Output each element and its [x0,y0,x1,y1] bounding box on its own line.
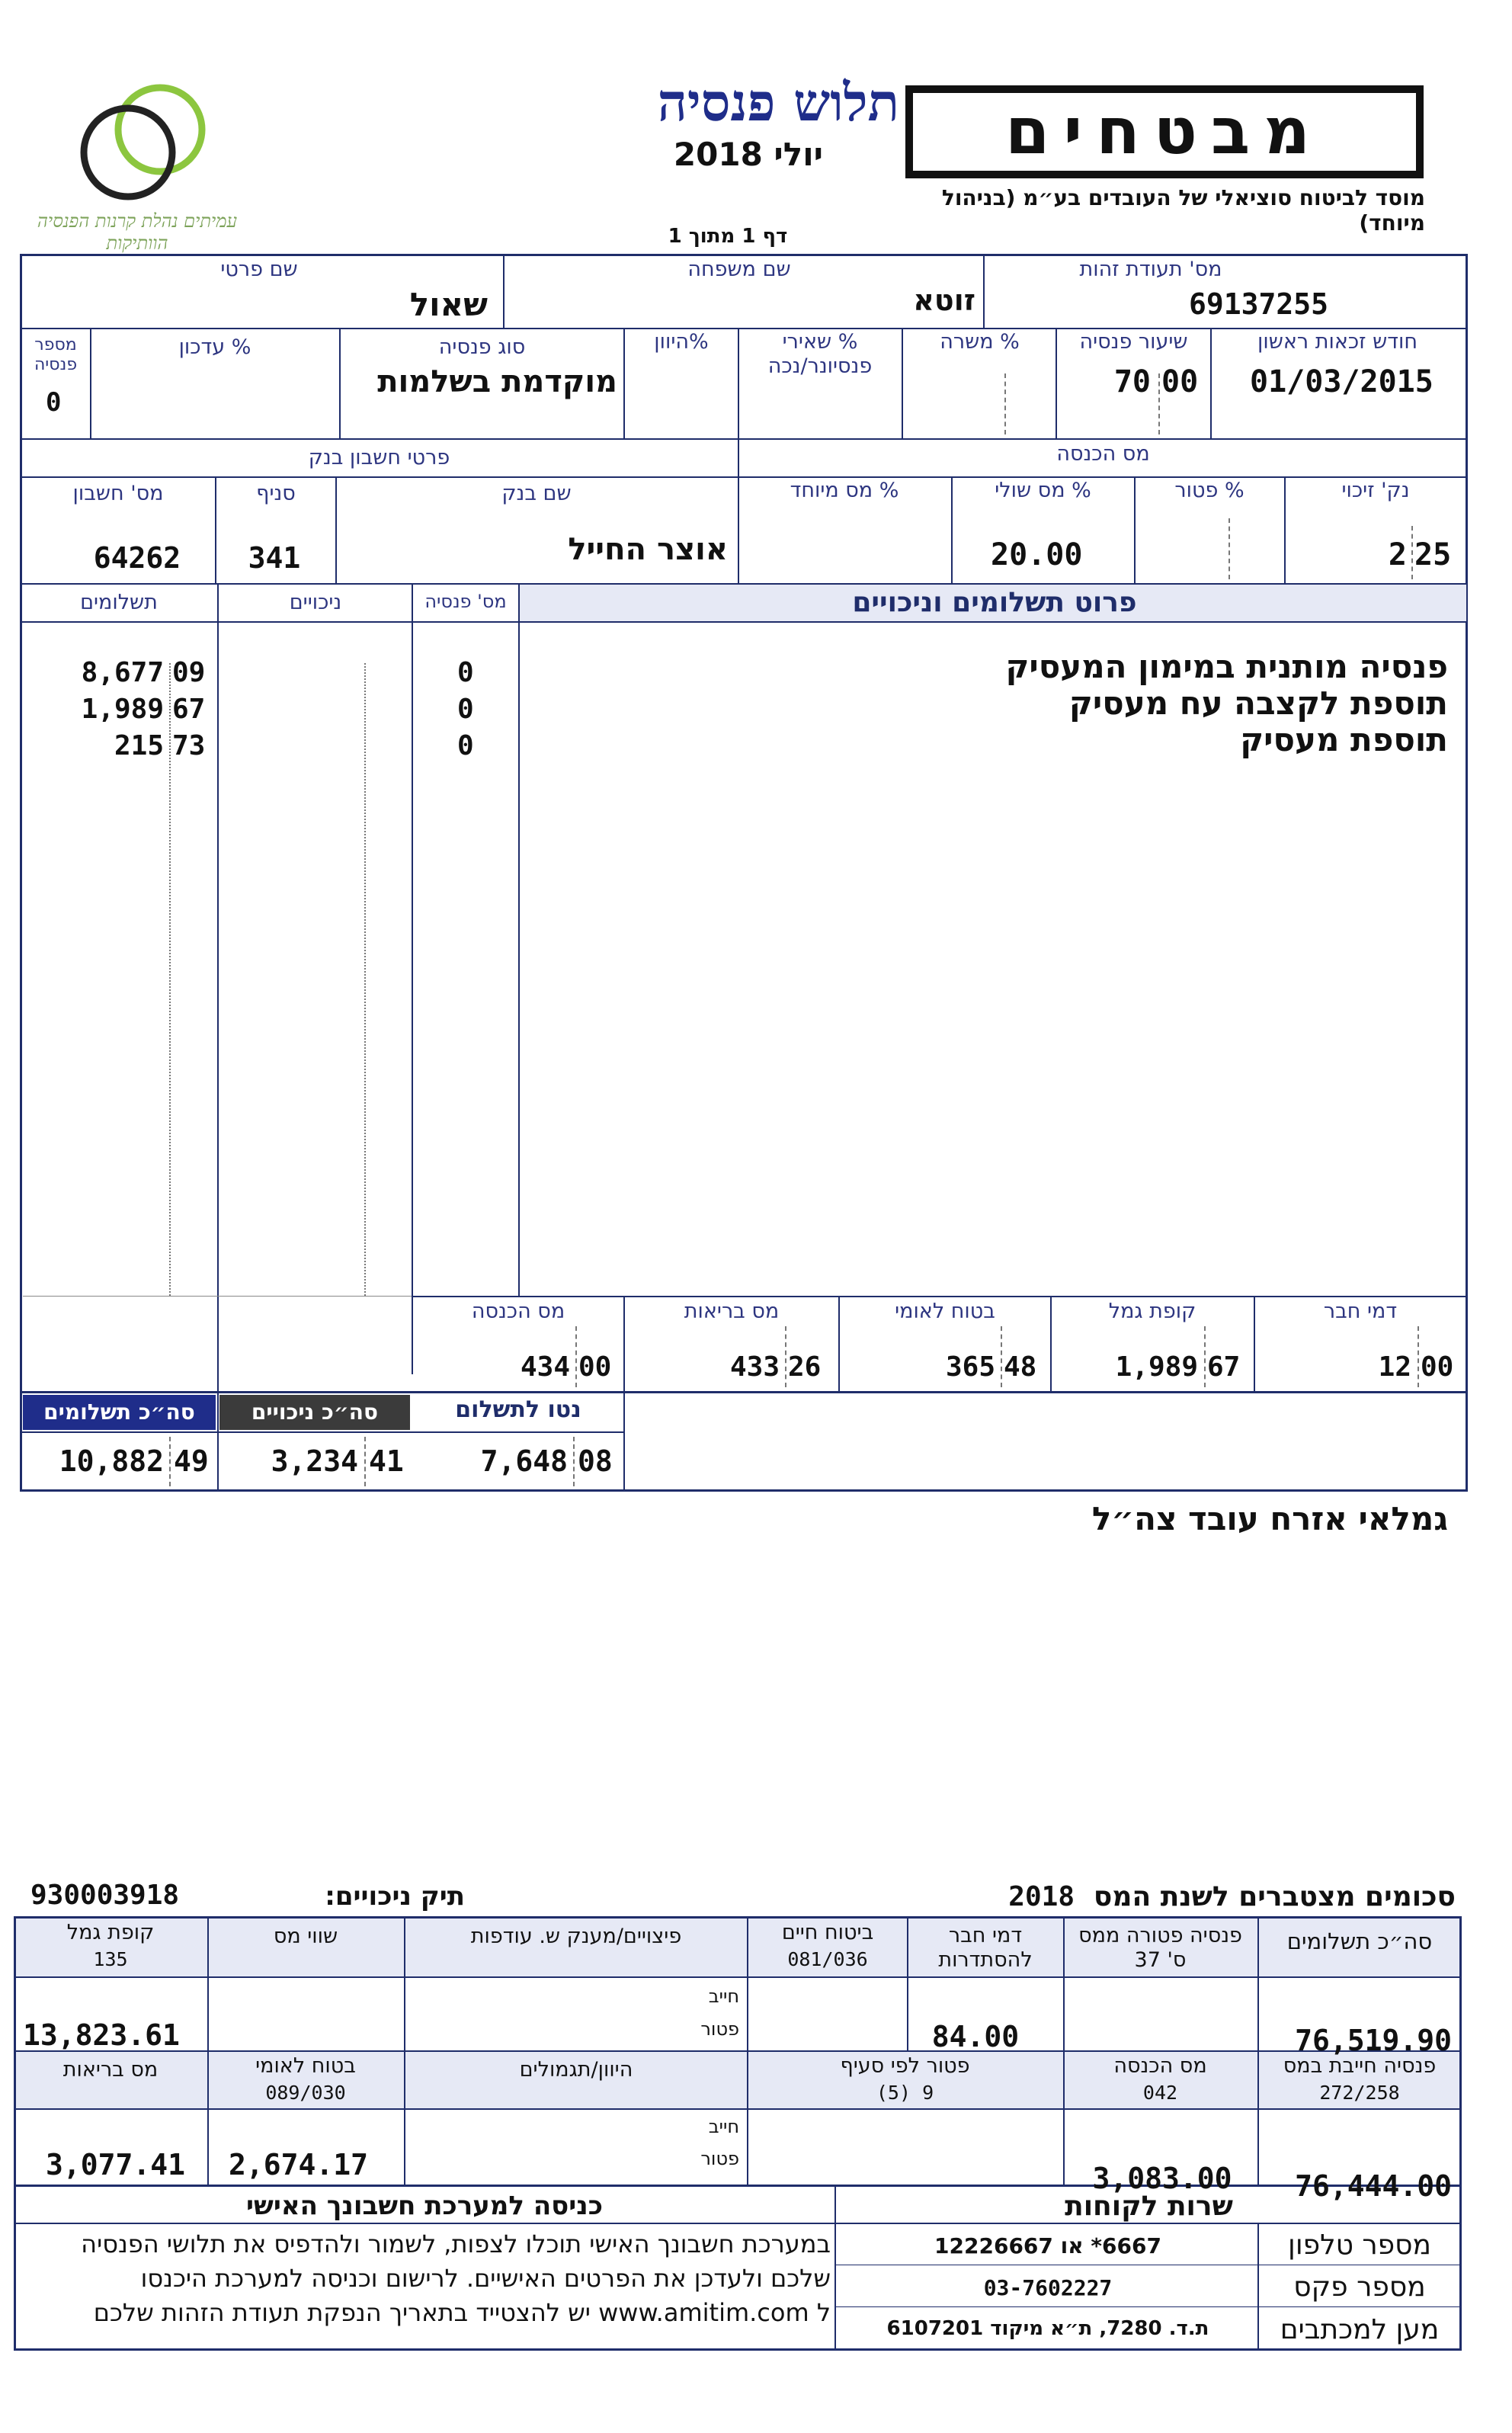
special-tax-label: % מס מיוחד [790,479,899,502]
phone-value: 6667* או 12226667 [934,2233,1161,2258]
national-insurance-dec: 48 [1004,1351,1037,1383]
account-label: מס' חשבון [72,482,164,505]
position-label: % משרה [940,330,1020,354]
annual-severance-exempt-label: פטור [700,2018,739,2040]
annual-life-ins-label: ביטוח חיים [781,1921,874,1944]
member-fee-int: 12 [1378,1351,1411,1383]
total-payments-int: 10,882 [59,1444,164,1478]
detail-row-3-desc: תוספת מעסיק [1240,721,1448,758]
annual-income-tax-label: מס הכנסה [1113,2054,1207,2078]
update-label: % עדכון [178,335,251,359]
annual-tax-value-label: שווי מס [273,1925,338,1948]
annual-income-tax-code: 042 [1142,2082,1178,2104]
management-logo [69,76,221,206]
detail-row-1-pay-dec: 09 [172,657,206,688]
pension-type-label: סוג פנסיה [438,335,526,359]
portal-line-2: שלכם ולעדכן את הפרטים האישיים. לרישום וכניסה למערכת היכנסו [140,2264,831,2293]
annual-year: 2018 [1008,1881,1075,1912]
income-tax-dec: 00 [578,1351,612,1383]
branch-value: 341 [248,541,301,575]
detail-row-3-pay-dec: 73 [172,730,206,761]
member-fee-label: דמי חבר [1323,1300,1398,1323]
deduction-file-value: 930003918 [30,1880,180,1911]
details-pension-no-label: מס' פנסיה [424,591,507,612]
annual-total-payments-value: 76,519.90 [1295,2024,1452,2057]
phone-label: מספר טלפון [1288,2229,1431,2261]
id-label: מס' תעודת זהות [1079,258,1222,281]
bank-name-value: אוצר החייל [568,532,728,567]
tax-section-label: מס הכנסה [1056,442,1150,466]
annual-section-exempt-code: (5) 9 [876,2082,934,2104]
annual-taxable-pension-code: 272/258 [1319,2082,1400,2104]
org-logo [905,85,1424,178]
member-fee-dec: 00 [1421,1351,1454,1383]
org-logo-text: מבטחים [1005,94,1324,168]
annual-taxable-pension-label: פנסיה חייבת במס [1283,2054,1437,2078]
fax-label: מספר פקס [1293,2271,1426,2303]
first-name-label: שם פרטי [220,258,298,281]
first-name-value: שאול [409,286,488,323]
net-pay-label: נטו לתשלום [455,1396,581,1423]
provident-fund-int: 1,989 [1115,1351,1198,1383]
survivor-label: % שאירי פנסיונר/נכה [767,330,873,378]
last-name-value: זוטא [913,284,975,317]
footer-note: גמלאי אזרח עובד צה״ל [1091,1500,1448,1537]
pension-type-value: מוקדמת בשלמות [377,364,617,399]
bank-section-label: פרטי חשבון בנק [308,446,450,470]
total-deductions-label: סה״כ ניכויים [219,1395,410,1430]
annual-severance-label: פיצויים/מענק ש. עודפות [470,1925,682,1948]
annual-provident-code: 135 [93,1948,128,1970]
portal-line-3: ל www.amitim.com יש להצטייד בתאריך הנפקת תעודת הזהות שלכם [93,2298,831,2327]
detail-row-3-pay-int: 215 [114,730,164,761]
health-tax-label: מס בריאות [684,1300,780,1323]
start-month-label: חודש זכאות ראשון [1257,330,1418,354]
annual-section-exempt-label: פטור לפי סעיף [840,2054,970,2078]
detail-row-2-pay-int: 1,989 [81,694,164,725]
health-tax-dec: 26 [788,1351,822,1383]
annual-total-payments-label: סה״כ תשלומים [1286,1928,1433,1954]
start-month-value: 01/03/2015 [1250,364,1434,399]
annual-national-ins-value: 2,674.17 [229,2148,369,2181]
annual-linkage-label: היוון/תגמולים [519,2058,633,2082]
rate-dec: 00 [1161,364,1199,399]
annual-income-tax-value: 3,083.00 [1092,2162,1232,2195]
detail-row-1-no: 0 [457,657,474,688]
detail-row-2-pay-dec: 67 [172,694,206,725]
rate-int: 70 [1113,364,1151,399]
org-subtitle: מוסד לביטוח סוציאלי של העובדים בע״מ (בניהול מיוחד) [941,185,1425,236]
annual-taxable-pension-value: 76,444.00 [1295,2169,1452,2203]
detail-row-1-desc: פנסיה מותנית במימון המעסיק [1005,648,1448,685]
rate-label: שיעור פנסיה [1079,330,1188,354]
total-payments-dec: 49 [174,1444,209,1478]
provident-fund-label: קופת גמל [1108,1300,1196,1323]
id-value: 69137255 [1189,287,1329,321]
annual-linkage-liable-label: חייב [708,2116,739,2137]
detail-row-1-pay-int: 8,677 [81,657,164,688]
income-tax-label: מס הכנסה [471,1300,565,1323]
detail-row-2-no: 0 [457,694,474,725]
credit-points-label: נק' זיכוי [1341,479,1410,502]
bank-name-label: שם בנק [501,482,572,505]
slip-period: יולי 2018 [673,136,823,173]
annual-title: סכומים מצטברים לשנת המס [1093,1881,1456,1912]
annual-severance-liable-label: חייב [708,1986,739,2007]
annual-health-tax-label: מס בריאות [62,2058,159,2082]
annual-member-fee-value: 84.00 [931,2020,1020,2053]
annual-member-fee-label: דמי חבר להסתדרות [938,1924,1033,1972]
detail-row-3-no: 0 [457,730,474,761]
address-value: ת.ד. 7280, ת״א מיקוד 6107201 [886,2317,1209,2340]
national-insurance-label: בטוח לאומי [895,1300,995,1323]
annual-national-ins-code: 089/030 [265,2082,346,2104]
annual-life-ins-code: 081/036 [787,1948,868,1970]
service-title: שרות לקוחות [1065,2191,1233,2222]
address-label: מען למכתבים [1280,2314,1440,2345]
detail-row-2-desc: תוספת לקצבה עח מעסיק [1068,684,1448,722]
branch-label: סניף [256,482,296,505]
health-tax-int: 433 [729,1351,780,1383]
slip-title: תלוש פנסיה [657,72,899,133]
pension-no-value: 0 [46,387,62,418]
marginal-tax-value: 20.00 [991,537,1083,572]
credit-points-int: 2 [1388,537,1407,572]
pension-no-label: מספר פנסיה [34,335,78,374]
details-deductions-label: ניכויים [289,591,342,614]
linkage-label: %היוון [654,330,709,354]
annual-health-tax-value: 3,077.41 [46,2148,186,2181]
total-payments-label: סה״כ תשלומים [23,1395,216,1430]
management-caption: עמיתים נהלת קרנות הפנסיה הוותיקות [37,210,238,254]
portal-title: כניסה למערכת חשבונך האישי [246,2191,603,2221]
national-insurance-int: 365 [945,1351,995,1383]
account-value: 64262 [93,541,181,575]
details-header: פרוט תשלומים וניכויים [852,587,1137,618]
portal-line-1: במערכת חשבונך האישי תוכלו לצפות, לשמור ולהדפיס את תלושי הפנסיה [81,2229,831,2258]
income-tax-int: 434 [520,1351,570,1383]
net-pay-int: 7,648 [480,1444,568,1478]
deduction-file-label: תיק ניכויים: [325,1881,465,1912]
marginal-tax-label: % מס שולי [995,479,1091,502]
total-deductions-dec: 41 [369,1444,404,1478]
annual-provident-label: קופת גמל [66,1921,155,1944]
exempt-pct-label: % פטור [1174,479,1245,502]
annual-exempt-pension-label: פנסיה פטורה ממס ס' 37 [1078,1924,1242,1972]
provident-fund-dec: 67 [1207,1351,1241,1383]
fax-value: 03-7602227 [983,2275,1113,2300]
annual-national-ins-label: בטוח לאומי [255,2054,356,2078]
annual-linkage-exempt-label: פטור [700,2148,739,2169]
annual-provident-value: 13,823.61 [23,2018,180,2052]
credit-points-dec: 25 [1414,537,1452,572]
details-payments-label: תשלומים [80,591,158,614]
last-name-label: שם משפחה [687,258,791,281]
total-deductions-int: 3,234 [271,1444,358,1478]
net-pay-dec: 08 [578,1444,613,1478]
page-info: דף 1 מתוך 1 [668,225,788,248]
